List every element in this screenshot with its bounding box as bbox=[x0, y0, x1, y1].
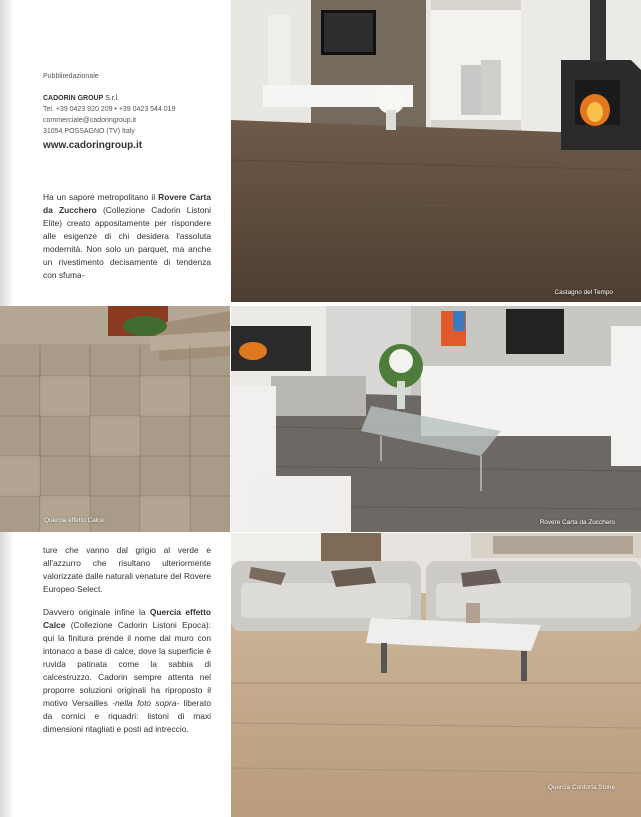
photo-oak-living-sofas bbox=[231, 533, 641, 817]
caption-photo-3: Rovere Carta da Zucchero bbox=[539, 519, 615, 526]
company-suffix: S.r.l. bbox=[105, 95, 120, 102]
company-name: CADORIN GROUP S.r.l. bbox=[43, 95, 120, 102]
product-name-quercia: Quercia effetto Calce bbox=[43, 607, 211, 630]
product-name-rovere: Rovere Carta da Zucchero bbox=[43, 192, 211, 215]
photo-living-fireplace bbox=[231, 0, 641, 302]
article-text-top bbox=[43, 191, 211, 292]
article-text-bottom bbox=[43, 544, 211, 746]
contact-block bbox=[43, 71, 228, 151]
article-paragraph-1-continued: ture che vanno dal grigio al verde e all'azzurro che risultano ulteriormente valorizzate dalle naturali venature del Rovere Europeo Select. bbox=[43, 545, 211, 594]
caption-photo-1: Castagno del Tempo bbox=[554, 289, 613, 296]
email-address: commerciale@cadoringroup.it bbox=[43, 117, 137, 124]
caption-photo-2: Quercia effetto Calce bbox=[44, 517, 104, 524]
phone-numbers: Tel. +39 0423 920 209 • +39 0423 544 019 bbox=[43, 106, 176, 113]
postal-address: 31054 POSSAGNO (TV) Italy bbox=[43, 128, 135, 135]
article-paragraph-2: Davvero originale infine la Quercia effetto Calce (Collezione Cadorin Listoni Epoca): qui la finitura prende il nome dal muro con intonaco a base di calce, dove la superficie è ruvida patinata come la sabbia di calcestruzzo. Cadorin sempre attenta nel proporre soluzioni originali ha riproposto il motivo Versailles -nella foto sopra- liberato da cornici e riquadri: listoni di maxi dimensioni ritagliati e posti ad intreccio. bbox=[43, 607, 211, 734]
photo-grey-living bbox=[231, 306, 641, 532]
article-paragraph-1: Ha un sapore metropolitano il Rovere Carta da Zucchero (Collezione Cadorin Listoni Elite) creato appositamente per rispondere alle esigenze di chi desidera l'assoluta modernità. Non solo un parquet, ma anche un rivestimento decisamente di tendenza con sfuma- bbox=[43, 192, 211, 280]
photo-herringbone-floor bbox=[0, 306, 230, 532]
website-link[interactable]: www.cadoringroup.it bbox=[43, 140, 143, 151]
advertorial-label: Pubbliredazionale bbox=[43, 73, 99, 80]
caption-photo-4: Quercia Contorta Stone bbox=[547, 784, 615, 791]
